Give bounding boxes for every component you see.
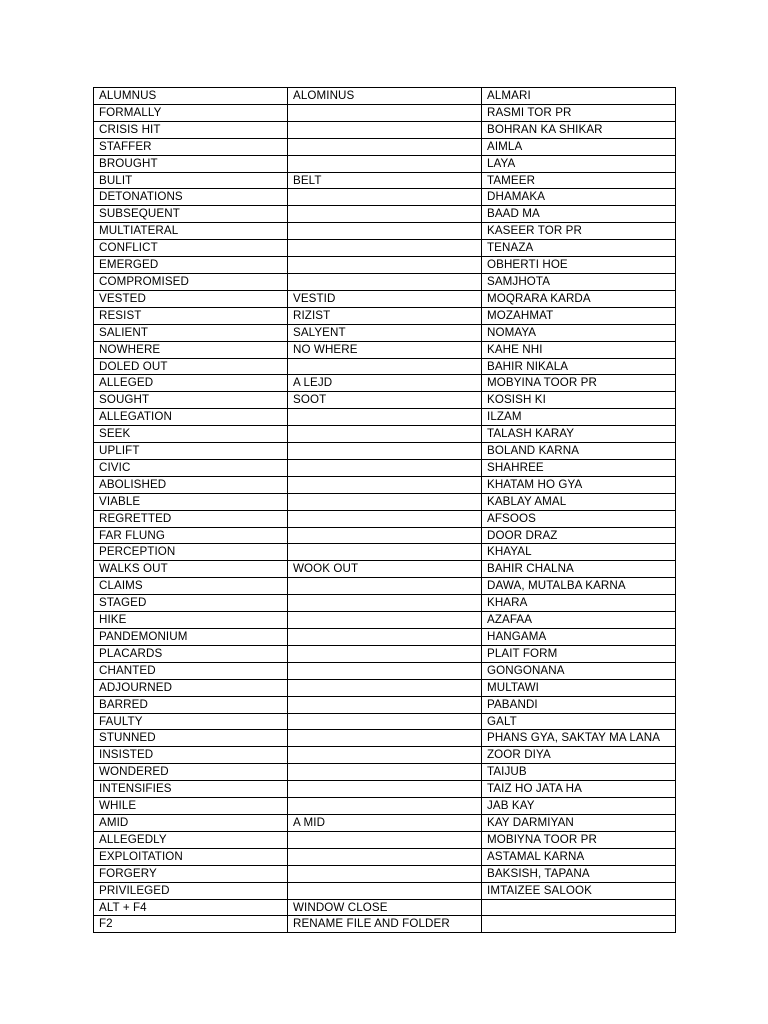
table-row (94, 257, 676, 274)
table-row (94, 865, 676, 882)
table-row (94, 696, 676, 713)
pronunciation-cell (288, 798, 482, 815)
table-row (94, 172, 676, 189)
meaning-cell: KHARA (482, 595, 676, 612)
pronunciation-cell (288, 121, 482, 138)
pronunciation-cell: SOOT (288, 392, 482, 409)
table-row (94, 764, 676, 781)
meaning-cell: MOZAHMAT (482, 307, 676, 324)
pronunciation-cell (288, 240, 482, 257)
pronunciation-cell (288, 730, 482, 747)
pronunciation-cell (288, 206, 482, 223)
table-row (94, 206, 676, 223)
word-cell: DETONATIONS (94, 189, 288, 206)
word-cell: ALT + F4 (94, 899, 288, 916)
word-cell: ALUMNUS (94, 88, 288, 105)
word-cell: ALLEGEDLY (94, 831, 288, 848)
meaning-cell: KABLAY AMAL (482, 493, 676, 510)
table-row (94, 561, 676, 578)
pronunciation-cell (288, 831, 482, 848)
word-cell: DOLED OUT (94, 358, 288, 375)
pronunciation-cell: SALYENT (288, 324, 482, 341)
word-cell: RESIST (94, 307, 288, 324)
word-cell: FORGERY (94, 865, 288, 882)
meaning-cell: KAHE NHI (482, 341, 676, 358)
pronunciation-cell (288, 865, 482, 882)
table-row (94, 409, 676, 426)
word-cell: BARRED (94, 696, 288, 713)
vocabulary-table-body (94, 88, 676, 933)
meaning-cell: KASEER TOR PR (482, 223, 676, 240)
table-row (94, 358, 676, 375)
word-cell: COMPROMISED (94, 273, 288, 290)
table-row (94, 814, 676, 831)
table-row (94, 307, 676, 324)
table-row (94, 662, 676, 679)
word-cell: CONFLICT (94, 240, 288, 257)
table-row (94, 290, 676, 307)
pronunciation-cell: RENAME FILE AND FOLDER (288, 916, 482, 933)
pronunciation-cell (288, 459, 482, 476)
meaning-cell: PHANS GYA, SAKTAY MA LANA (482, 730, 676, 747)
meaning-cell: RASMI TOR PR (482, 104, 676, 121)
word-cell: EMERGED (94, 257, 288, 274)
pronunciation-cell: A LEJD (288, 375, 482, 392)
word-cell: FORMALLY (94, 104, 288, 121)
table-row (94, 273, 676, 290)
meaning-cell: MOBIYNA TOOR PR (482, 831, 676, 848)
word-cell: SEEK (94, 426, 288, 443)
table-row (94, 476, 676, 493)
word-cell: CRISIS HIT (94, 121, 288, 138)
pronunciation-cell: BELT (288, 172, 482, 189)
pronunciation-cell (288, 510, 482, 527)
table-row (94, 493, 676, 510)
word-cell: PERCEPTION (94, 544, 288, 561)
meaning-cell: GALT (482, 713, 676, 730)
table-row (94, 798, 676, 815)
table-row (94, 612, 676, 629)
pronunciation-cell (288, 679, 482, 696)
word-cell: STAFFER (94, 138, 288, 155)
meaning-cell: TAIZ HO JATA HA (482, 781, 676, 798)
table-row (94, 121, 676, 138)
meaning-cell: GONGONANA (482, 662, 676, 679)
meaning-cell (482, 899, 676, 916)
meaning-cell: ILZAM (482, 409, 676, 426)
pronunciation-cell (288, 696, 482, 713)
table-row (94, 240, 676, 257)
table-row (94, 747, 676, 764)
word-cell: EXPLOITATION (94, 848, 288, 865)
meaning-cell: MOQRARA KARDA (482, 290, 676, 307)
meaning-cell: AIMLA (482, 138, 676, 155)
pronunciation-cell (288, 155, 482, 172)
word-cell: SUBSEQUENT (94, 206, 288, 223)
word-cell: WHILE (94, 798, 288, 815)
word-cell: BULIT (94, 172, 288, 189)
pronunciation-cell (288, 882, 482, 899)
table-row (94, 138, 676, 155)
word-cell: INSISTED (94, 747, 288, 764)
table-row (94, 443, 676, 460)
pronunciation-cell (288, 747, 482, 764)
table-row (94, 645, 676, 662)
meaning-cell: BOLAND KARNA (482, 443, 676, 460)
table-row (94, 341, 676, 358)
meaning-cell: KOSISH KI (482, 392, 676, 409)
table-row (94, 595, 676, 612)
word-cell: PLACARDS (94, 645, 288, 662)
meaning-cell: OBHERTI HOE (482, 257, 676, 274)
pronunciation-cell (288, 426, 482, 443)
meaning-cell: MULTAWI (482, 679, 676, 696)
meaning-cell: KAY DARMIYAN (482, 814, 676, 831)
pronunciation-cell (288, 713, 482, 730)
pronunciation-cell (288, 493, 482, 510)
pronunciation-cell (288, 527, 482, 544)
meaning-cell: DAWA, MUTALBA KARNA (482, 578, 676, 595)
word-cell: F2 (94, 916, 288, 933)
table-row (94, 848, 676, 865)
pronunciation-cell (288, 257, 482, 274)
meaning-cell: SAMJHOTA (482, 273, 676, 290)
pronunciation-cell (288, 409, 482, 426)
word-cell: WONDERED (94, 764, 288, 781)
meaning-cell: TALASH KARAY (482, 426, 676, 443)
pronunciation-cell: VESTID (288, 290, 482, 307)
table-row (94, 375, 676, 392)
pronunciation-cell: WINDOW CLOSE (288, 899, 482, 916)
table-row (94, 629, 676, 646)
word-cell: ABOLISHED (94, 476, 288, 493)
word-cell: FAULTY (94, 713, 288, 730)
table-row (94, 392, 676, 409)
meaning-cell: BOHRAN KA SHIKAR (482, 121, 676, 138)
pronunciation-cell: A MID (288, 814, 482, 831)
pronunciation-cell (288, 189, 482, 206)
table-row (94, 544, 676, 561)
table-row (94, 882, 676, 899)
pronunciation-cell (288, 764, 482, 781)
word-cell: SALIENT (94, 324, 288, 341)
word-cell: BROUGHT (94, 155, 288, 172)
table-row (94, 916, 676, 933)
word-cell: WALKS OUT (94, 561, 288, 578)
word-cell: VESTED (94, 290, 288, 307)
pronunciation-cell (288, 612, 482, 629)
table-row (94, 104, 676, 121)
table-row (94, 831, 676, 848)
table-row (94, 527, 676, 544)
meaning-cell: AZAFAA (482, 612, 676, 629)
pronunciation-cell (288, 578, 482, 595)
pronunciation-cell (288, 138, 482, 155)
pronunciation-cell (288, 476, 482, 493)
word-cell: INTENSIFIES (94, 781, 288, 798)
pronunciation-cell: RIZIST (288, 307, 482, 324)
pronunciation-cell (288, 443, 482, 460)
table-row (94, 899, 676, 916)
table-row (94, 88, 676, 105)
pronunciation-cell (288, 595, 482, 612)
table-row (94, 510, 676, 527)
word-cell: MULTIATERAL (94, 223, 288, 240)
meaning-cell: LAYA (482, 155, 676, 172)
meaning-cell: PLAIT FORM (482, 645, 676, 662)
pronunciation-cell (288, 848, 482, 865)
meaning-cell (482, 916, 676, 933)
pronunciation-cell (288, 358, 482, 375)
pronunciation-cell (288, 104, 482, 121)
meaning-cell: KHATAM HO GYA (482, 476, 676, 493)
meaning-cell: AFSOOS (482, 510, 676, 527)
meaning-cell: BAKSISH, TAPANA (482, 865, 676, 882)
word-cell: REGRETTED (94, 510, 288, 527)
meaning-cell: DOOR DRAZ (482, 527, 676, 544)
meaning-cell: BAAD MA (482, 206, 676, 223)
table-row (94, 679, 676, 696)
meaning-cell: TENAZA (482, 240, 676, 257)
word-cell: CHANTED (94, 662, 288, 679)
table-row (94, 155, 676, 172)
meaning-cell: SHAHREE (482, 459, 676, 476)
pronunciation-cell (288, 662, 482, 679)
table-row (94, 713, 676, 730)
meaning-cell: MOBYINA TOOR PR (482, 375, 676, 392)
meaning-cell: HANGAMA (482, 629, 676, 646)
table-row (94, 324, 676, 341)
meaning-cell: TAIJUB (482, 764, 676, 781)
word-cell: CLAIMS (94, 578, 288, 595)
pronunciation-cell (288, 629, 482, 646)
meaning-cell: KHAYAL (482, 544, 676, 561)
meaning-cell: BAHIR CHALNA (482, 561, 676, 578)
word-cell: HIKE (94, 612, 288, 629)
pronunciation-cell (288, 273, 482, 290)
meaning-cell: JAB KAY (482, 798, 676, 815)
word-cell: SOUGHT (94, 392, 288, 409)
word-cell: FAR FLUNG (94, 527, 288, 544)
word-cell: ALLEGATION (94, 409, 288, 426)
word-cell: STAGED (94, 595, 288, 612)
word-cell: VIABLE (94, 493, 288, 510)
word-cell: ADJOURNED (94, 679, 288, 696)
pronunciation-cell (288, 223, 482, 240)
word-cell: NOWHERE (94, 341, 288, 358)
word-cell: UPLIFT (94, 443, 288, 460)
table-row (94, 189, 676, 206)
table-row (94, 781, 676, 798)
meaning-cell: IMTAIZEE SALOOK (482, 882, 676, 899)
meaning-cell: ZOOR DIYA (482, 747, 676, 764)
pronunciation-cell: WOOK OUT (288, 561, 482, 578)
word-cell: STUNNED (94, 730, 288, 747)
word-cell: CIVIC (94, 459, 288, 476)
vocabulary-table (93, 87, 676, 933)
meaning-cell: NOMAYA (482, 324, 676, 341)
pronunciation-cell: NO WHERE (288, 341, 482, 358)
meaning-cell: TAMEER (482, 172, 676, 189)
word-cell: PANDEMONIUM (94, 629, 288, 646)
word-cell: ALLEGED (94, 375, 288, 392)
pronunciation-cell (288, 781, 482, 798)
pronunciation-cell: ALOMINUS (288, 88, 482, 105)
pronunciation-cell (288, 544, 482, 561)
meaning-cell: PABANDI (482, 696, 676, 713)
meaning-cell: ASTAMAL KARNA (482, 848, 676, 865)
table-row (94, 730, 676, 747)
table-row (94, 223, 676, 240)
word-cell: AMID (94, 814, 288, 831)
pronunciation-cell (288, 645, 482, 662)
word-cell: PRIVILEGED (94, 882, 288, 899)
table-row (94, 426, 676, 443)
table-row (94, 578, 676, 595)
meaning-cell: BAHIR NIKALA (482, 358, 676, 375)
meaning-cell: DHAMAKA (482, 189, 676, 206)
meaning-cell: ALMARI (482, 88, 676, 105)
table-row (94, 459, 676, 476)
